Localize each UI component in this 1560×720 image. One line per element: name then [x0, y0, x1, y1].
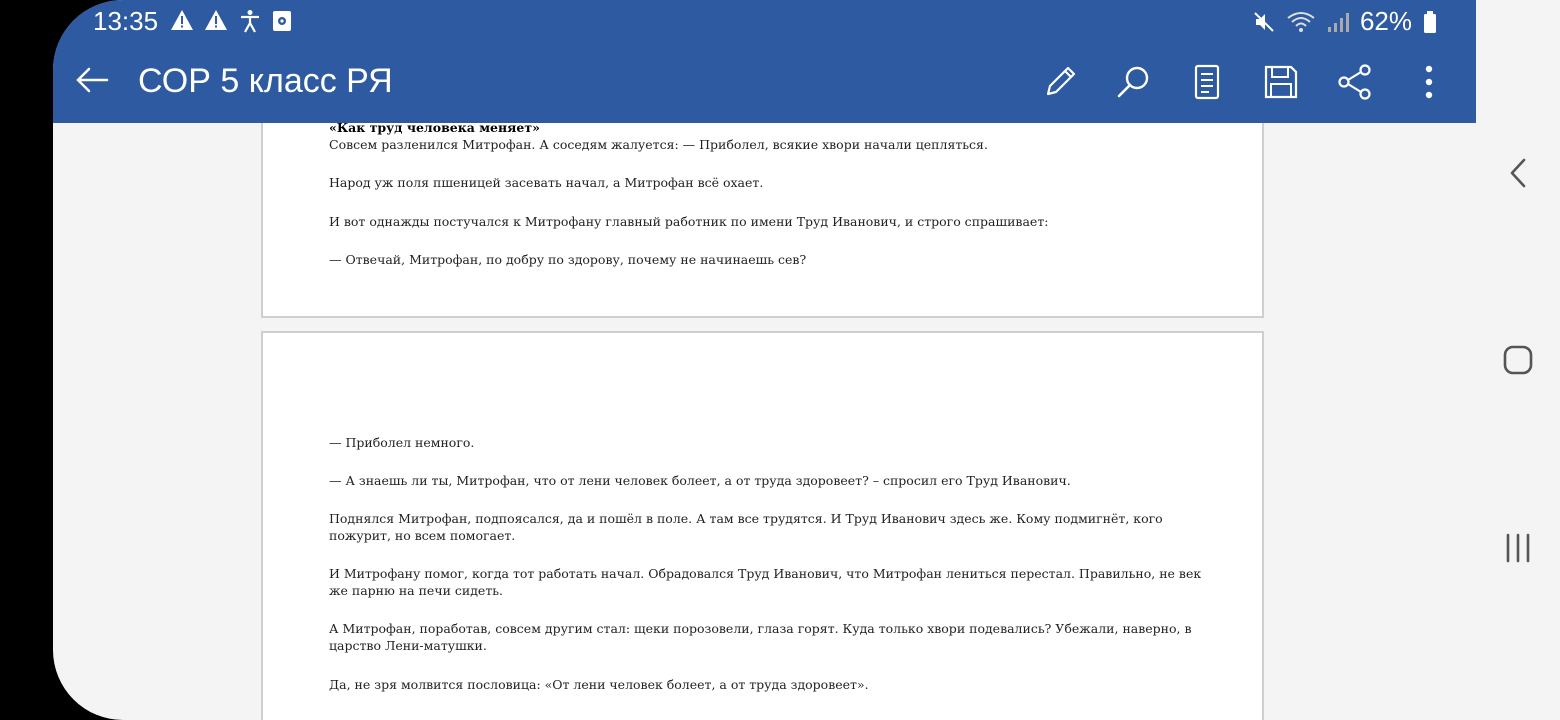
home-nav-icon[interactable] — [1500, 342, 1536, 378]
paragraph: — Приболел немного. — [329, 435, 475, 450]
mute-icon — [1252, 10, 1276, 34]
accessibility-icon — [238, 9, 262, 33]
document-page — [261, 331, 1264, 720]
back-arrow-icon[interactable] — [73, 60, 113, 100]
status-icons-right — [1252, 6, 1438, 37]
paragraph: Народ уж поля пшеницей засевать начал, а Митрофан всё охает. — [329, 175, 764, 190]
system-navigation-bar — [1476, 0, 1560, 720]
save-icon[interactable] — [1261, 62, 1301, 102]
status-time: 13:35 — [93, 6, 159, 36]
paragraph: — А знаешь ли ты, Митрофан, что от лени человек болеет, а от труда здоровеет? – спросил его Труд Иванович. — [329, 473, 1071, 488]
more-options-icon[interactable] — [1409, 62, 1449, 102]
recents-nav-icon[interactable] — [1500, 530, 1536, 566]
paragraph: Поднялся Митрофан, подпоясался, да и пошёл в поле. А там все трудятся. И Труд Иванович здесь же. Кому подмигнёт, кого пожурит, но всем помогает. — [329, 511, 1163, 543]
battery-icon — [1422, 10, 1438, 34]
paragraph: А Митрофан, поработав, совсем другим стал: щеки порозовели, глаза горят. Куда только хвори подевались? Убежали, наверно, в царство Лени-матушки. — [329, 621, 1192, 653]
edit-icon[interactable] — [1040, 62, 1080, 102]
document-viewer[interactable] — [53, 123, 1476, 720]
screen-recorder-icon — [272, 9, 292, 33]
paragraph: И вот однажды постучался к Митрофану главный работник по имени Труд Иванович, и строго спрашивает: — [329, 214, 1049, 229]
paragraph: — Отвечай, Митрофан, по добру по здорову, почему не начинаешь сев? — [329, 252, 807, 267]
wifi-icon — [1286, 10, 1316, 34]
paragraph: И Митрофану помог, когда тот работать начал. Обрадовался Труд Иванович, что Митрофан лениться перестал. Правильно, не век же парню на печи сидеть. — [329, 566, 1202, 598]
warning-icon — [170, 9, 194, 31]
paragraph: Совсем разленился Митрофан. А соседям жалуется: — Приболел, всякие хвори начали цепляться. — [329, 137, 988, 152]
signal-icon — [1326, 10, 1350, 34]
search-icon[interactable] — [1114, 62, 1154, 102]
status-bar — [53, 0, 1476, 42]
battery-percent: 62% — [1359, 6, 1412, 36]
back-nav-icon[interactable] — [1500, 155, 1536, 191]
warning-icon — [204, 9, 228, 31]
document-heading: «Как труд человека меняет» — [329, 123, 540, 135]
status-icons-left — [170, 9, 292, 33]
app-bar — [53, 42, 1476, 123]
document-title: СОР 5 класс РЯ — [138, 62, 393, 100]
document-page — [261, 123, 1264, 318]
reading-view-icon[interactable] — [1187, 62, 1227, 102]
paragraph: Да, не зря молвится пословица: «От лени человек болеет, а от труда здоровеет». — [329, 677, 869, 692]
app-screen — [53, 0, 1476, 720]
share-icon[interactable] — [1335, 62, 1375, 102]
